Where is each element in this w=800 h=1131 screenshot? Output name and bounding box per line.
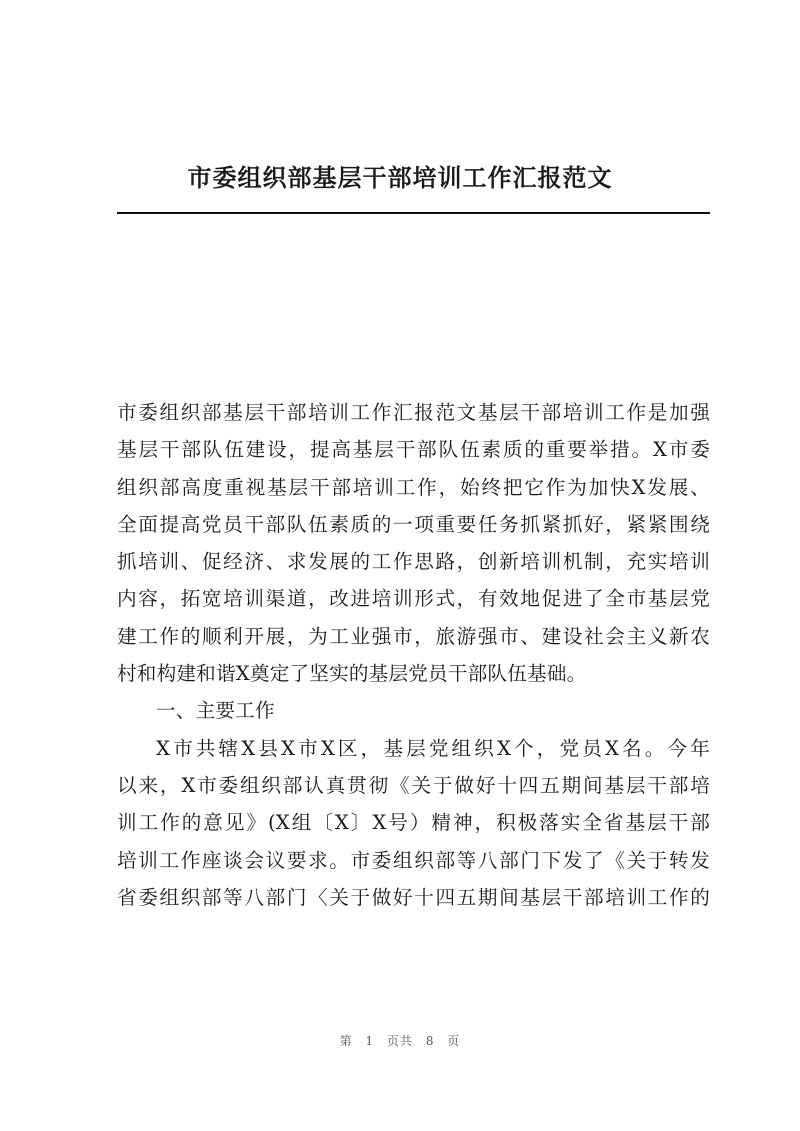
document-title: 市委组织部基层干部培训工作汇报范文 xyxy=(187,163,613,192)
paragraph-1-line: 内容，拓宽培训渠道，改进培训形式，有效地促进了全市基层党 xyxy=(117,587,710,611)
paragraph-2-line: 训工作的意见》(X组〔X〕X号）精神，积极落实全省基层干部 xyxy=(117,811,710,835)
footer-total-pages: 8 xyxy=(425,1034,435,1048)
page-footer xyxy=(0,1032,800,1049)
paragraph-1-line: 全面提高党员干部队伍素质的一项重要任务抓紧抓好，紧紧围绕 xyxy=(117,512,710,536)
footer-suffix: 页 xyxy=(447,1034,461,1048)
title-underline xyxy=(117,212,710,214)
footer-prefix: 第 xyxy=(339,1034,353,1048)
paragraph-1-line: 基层干部队伍建设，提高基层干部队伍素质的重要举措。X市委 xyxy=(117,438,710,462)
footer-page-number: 1 xyxy=(365,1034,375,1048)
document-body xyxy=(117,394,710,916)
paragraph-2-line: X市共辖X县X市X区，基层党组织X个，党员X名。今年 xyxy=(156,736,710,760)
paragraph-1-line: 组织部高度重视基层干部培训工作，始终把它作为加快X发展、 xyxy=(117,475,710,499)
paragraph-2-line: 省委组织部等八部门〈关于做好十四五期间基层干部培训工作的 xyxy=(117,885,710,909)
section-heading: 一、主要工作 xyxy=(156,699,275,723)
footer-middle: 页共 xyxy=(386,1034,413,1048)
paragraph-1-line: 抓培训、促经济、求发展的工作思路，创新培训机制，充实培训 xyxy=(117,550,710,574)
paragraph-2-line: 以来，X市委组织部认真贯彻《关于做好十四五期间基层干部培 xyxy=(117,773,710,797)
paragraph-1-line: 村和构建和谐X奠定了坚实的基层党员干部队伍基础。 xyxy=(117,662,587,686)
paragraph-1-line: 建工作的顺利开展，为工业强市，旅游强市、建设社会主义新农 xyxy=(117,624,710,648)
paragraph-1-line: 市委组织部基层干部培训工作汇报范文基层干部培训工作是加强 xyxy=(117,401,710,424)
paragraph-2-line: 培训工作座谈会议要求。市委组织部等八部门下发了《关于转发 xyxy=(117,848,710,872)
